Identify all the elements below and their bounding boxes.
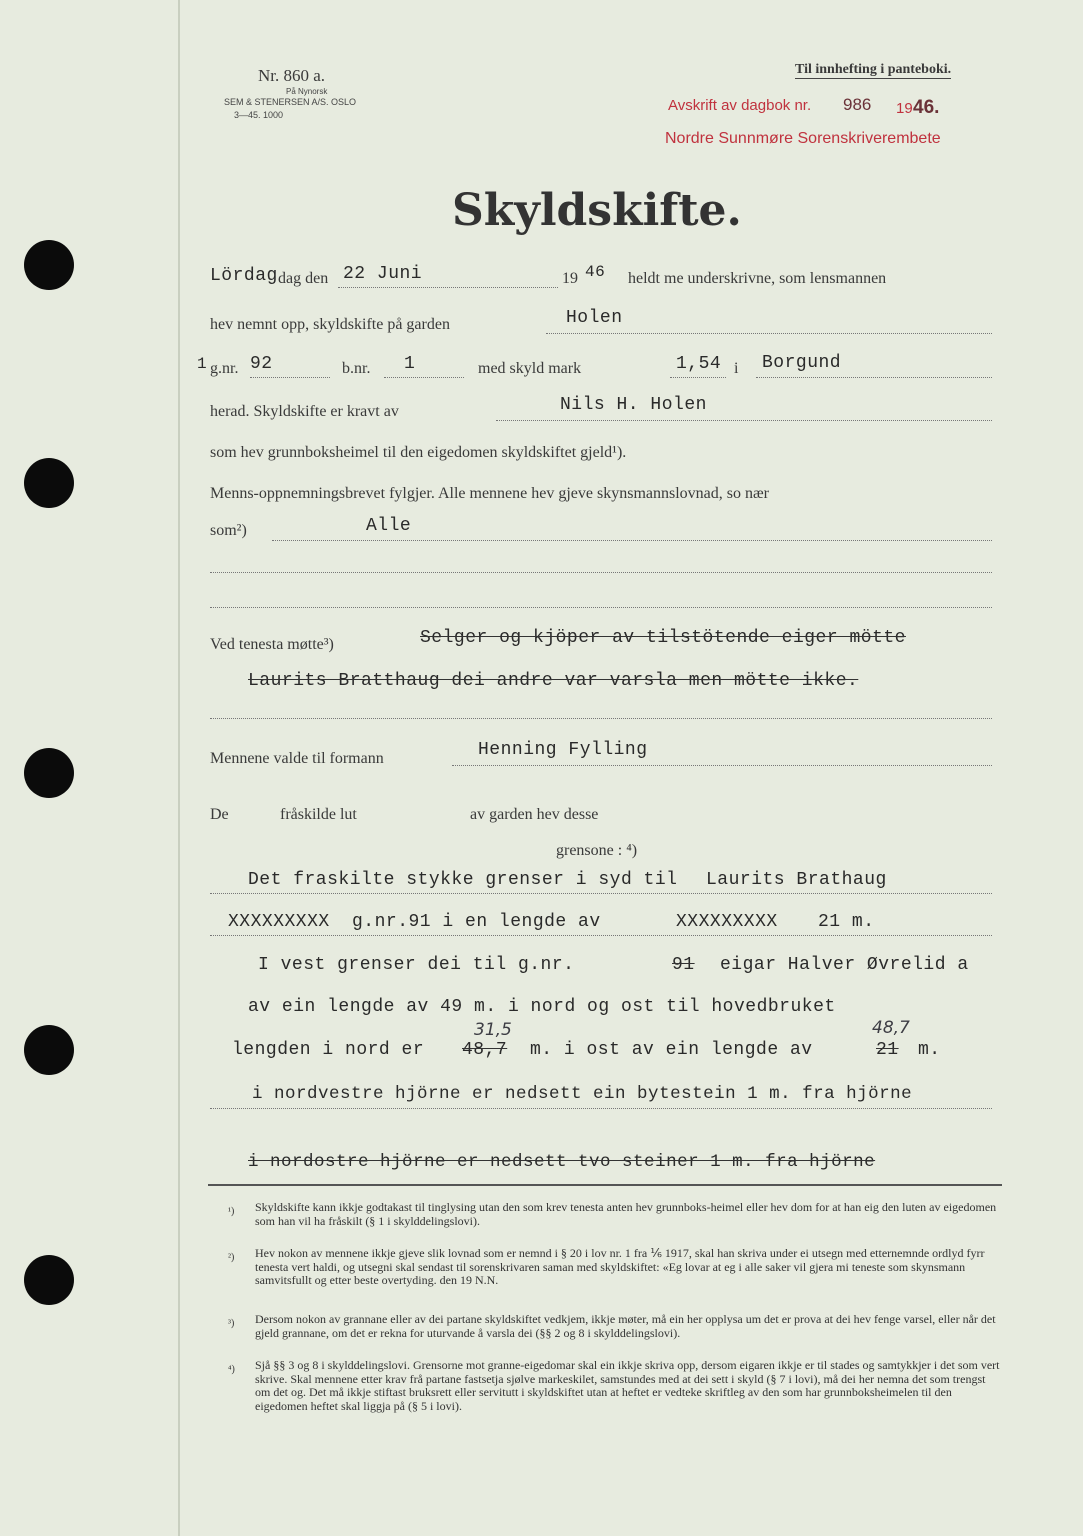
boundary-line5: lengden i nord er — [232, 1040, 425, 1060]
boundary-neighbor: Laurits Brathaug — [706, 870, 887, 890]
stamp-year: 46. — [913, 97, 940, 118]
bnr-value: 1 — [404, 354, 416, 374]
fill-line — [756, 377, 992, 378]
skyld-value: 1,54 — [676, 354, 722, 374]
label-boundaries: grensone : ⁴) — [556, 842, 638, 859]
fill-line — [210, 718, 992, 719]
label-appointment: Menns-oppnemningsbrevet fylgjer. Alle mennene hev gjeve skynsmannslovnad, so nær — [210, 485, 770, 502]
binding-label: Til innhefting i panteboki. — [795, 62, 952, 77]
footnote-marker: ¹) — [228, 1206, 235, 1217]
year-value: 46 — [585, 263, 606, 281]
chairman-value: Henning Fylling — [478, 740, 648, 760]
fill-line — [384, 377, 464, 378]
boundary-line4: av ein lengde av 49 m. i nord og ost til hovedbruket — [248, 997, 836, 1017]
label-chairman: Mennene valde til formann — [210, 750, 384, 767]
label-day: dag den — [278, 270, 329, 287]
boundary-unit: m. — [918, 1040, 941, 1060]
label-skyld: med skyld mark — [478, 360, 582, 377]
printer-note: På Nynorsk — [286, 87, 328, 96]
fill-line — [338, 287, 558, 288]
fill-line — [546, 333, 992, 334]
document-title: Skyldskifte. — [452, 185, 742, 236]
label-title-holder: som hev grunnboksheimel til den eigedomen skyldskiftet gjeld¹). — [210, 444, 627, 461]
boundary-line6: i nordvestre hjörne er nedsett ein bytestein 1 m. fra hjörne — [252, 1084, 913, 1104]
boundary-struck-1: XXXXXXXXX — [228, 912, 330, 932]
footnote-text: Skyldskifte kann ikkje godtakast til tinglysing utan den som krev tenesta anten hev grunnboks-heimel eller hev dom for at han eig den luten av eigedomen som han vil ha fråskilt (§ 1 i skylddelingslovi). — [255, 1200, 997, 1228]
date-value: 22 Juni — [343, 264, 423, 284]
municipality: Borgund — [762, 353, 842, 373]
punch-hole — [24, 1255, 74, 1305]
label-farm: hev nemnt opp, skyldskifte på garden — [210, 316, 450, 333]
weekday: Lördag — [210, 266, 278, 286]
fill-line — [250, 377, 330, 378]
fill-line — [496, 420, 992, 421]
boundary-east-struck: 21 — [876, 1040, 899, 1060]
correction-north: 31,5 — [474, 1020, 512, 1040]
boundary-line3: I vest grenser dei til g.nr. — [258, 955, 575, 975]
boundary-line5b: m. i ost av ein lengde av — [530, 1040, 813, 1060]
label-line1-rest: heldt me underskrivne, som lensmannen — [628, 270, 887, 287]
boundary-north-struck: 48,7 — [462, 1040, 508, 1060]
fill-line — [210, 893, 992, 894]
footnote-text: Hev nokon av mennene ikkje gjeve slik lovnad som er nemnd i § 20 i lov nr. 1 fra ⅙ 1917, skal han skriva under ei utsegn med etternemnde ordlyd fyrr tenesta vert haldi, og utsegni skal sendast til sorenskrivaren saman med skyldskiftet: «Eg lovar at eg i alle saker vil gjera mi teneste som skynsmann samvitsfullt og etter beste overtyding. den 19 N.N. — [255, 1246, 985, 1288]
printer-name: SEM & STENERSEN A/S. OSLO — [224, 97, 357, 107]
label-requested: herad. Skyldskifte er kravt av — [210, 403, 399, 420]
fill-line — [210, 607, 992, 608]
label-separated: fråskilde lut — [280, 806, 357, 823]
correction-east: 48,7 — [872, 1018, 910, 1038]
fill-line — [210, 935, 992, 936]
gnr-prefix: 1 — [197, 355, 208, 373]
stamp-office: Nordre Sunnmøre Sorenskriverembete — [665, 130, 941, 147]
footnote-marker: ⁴) — [228, 1364, 235, 1375]
farm-name: Holen — [566, 308, 623, 328]
stamp-journal-number: 986 — [843, 95, 872, 114]
label-de: De — [210, 806, 229, 823]
sworn-value: Alle — [366, 516, 412, 536]
boundary-gnr-struck: 91 — [672, 955, 695, 975]
stamp-year-prefix: 19 — [896, 100, 913, 117]
label-attended: Ved tenesta møtte³) — [210, 636, 334, 653]
margin-line — [178, 0, 180, 1536]
punch-hole — [24, 240, 74, 290]
boundary-line2: g.nr.91 i en lengde av — [352, 912, 601, 932]
attended-line2: Laurits Bratthaug dei andre var varsla men mötte ikke. — [248, 671, 859, 691]
boundary-owner-west: eigar Halver Øvrelid a — [720, 955, 969, 975]
boundary-length-1: 21 m. — [818, 912, 875, 932]
footnote-rule — [208, 1184, 1002, 1186]
label-bnr: b.nr. — [342, 360, 371, 377]
boundary-line7: i nordostre hjörne er nedsett tvo steiner 1 m. fra hjörne — [248, 1152, 876, 1172]
gnr-value: 92 — [250, 354, 273, 374]
boundary-line1: Det fraskilte stykke grenser i syd til — [248, 870, 678, 890]
punch-hole — [24, 1025, 74, 1075]
fill-line — [452, 765, 992, 766]
year-prefix: 19 — [562, 270, 578, 287]
boundary-struck-2: XXXXXXXXX — [676, 912, 778, 932]
label-gnr: g.nr. — [210, 360, 239, 377]
footnote-marker: ³) — [228, 1318, 235, 1329]
form-number: Nr. 860 a. — [258, 66, 326, 85]
footnote-marker: ²) — [228, 1252, 235, 1263]
stamp-journal-prefix: Avskrift av dagbok nr. — [668, 97, 812, 114]
printer-edition: 3—45. 1000 — [234, 110, 284, 120]
fill-line — [670, 377, 726, 378]
attended-line1: Selger og kjöper av tilstötende eiger mötte — [420, 628, 906, 648]
requested-by: Nils H. Holen — [560, 395, 707, 415]
fill-line — [210, 572, 992, 573]
punch-hole — [24, 458, 74, 508]
fill-line — [210, 1108, 992, 1109]
fill-line — [272, 540, 992, 541]
footnote-text: Sjå §§ 3 og 8 i skylddelingslovi. Grensorne mot granne-eigedomar skal ein ikkje skriva opp, dersom eigaren ikkje er til stades og samtykkjer i det som vert skrive. Skal mennene etter krav frå partane fastsetja sjølve markeskilet, samstundes med at dei sett i skyld (§ 7 i lovi), må dei her nemna det som trengst om det og. Det må ikkje stiftast bruksrett eller servitutt i skyldskiftet utan at heftet er vedteke skriftleg av den som har grunnboksheimelen til den eigedomen heftet skal liggja på (§ 5 i lovi). — [255, 1358, 1000, 1413]
footnote-text: Dersom nokon av grannane eller av dei partane skyldskiftet vedkjem, ikkje møter, må ein her opplysa um det er prova at dei hev fenge varsel, eller når det gjeld grannane, om det er rekna for uturvande å varsla dei (§§ 2 og 8 i skylddelingslovi). — [255, 1312, 996, 1340]
label-in: i — [734, 360, 739, 377]
label-of-farm: av garden hev desse — [470, 806, 599, 823]
label-sworn: som²) — [210, 522, 247, 539]
punch-hole — [24, 748, 74, 798]
